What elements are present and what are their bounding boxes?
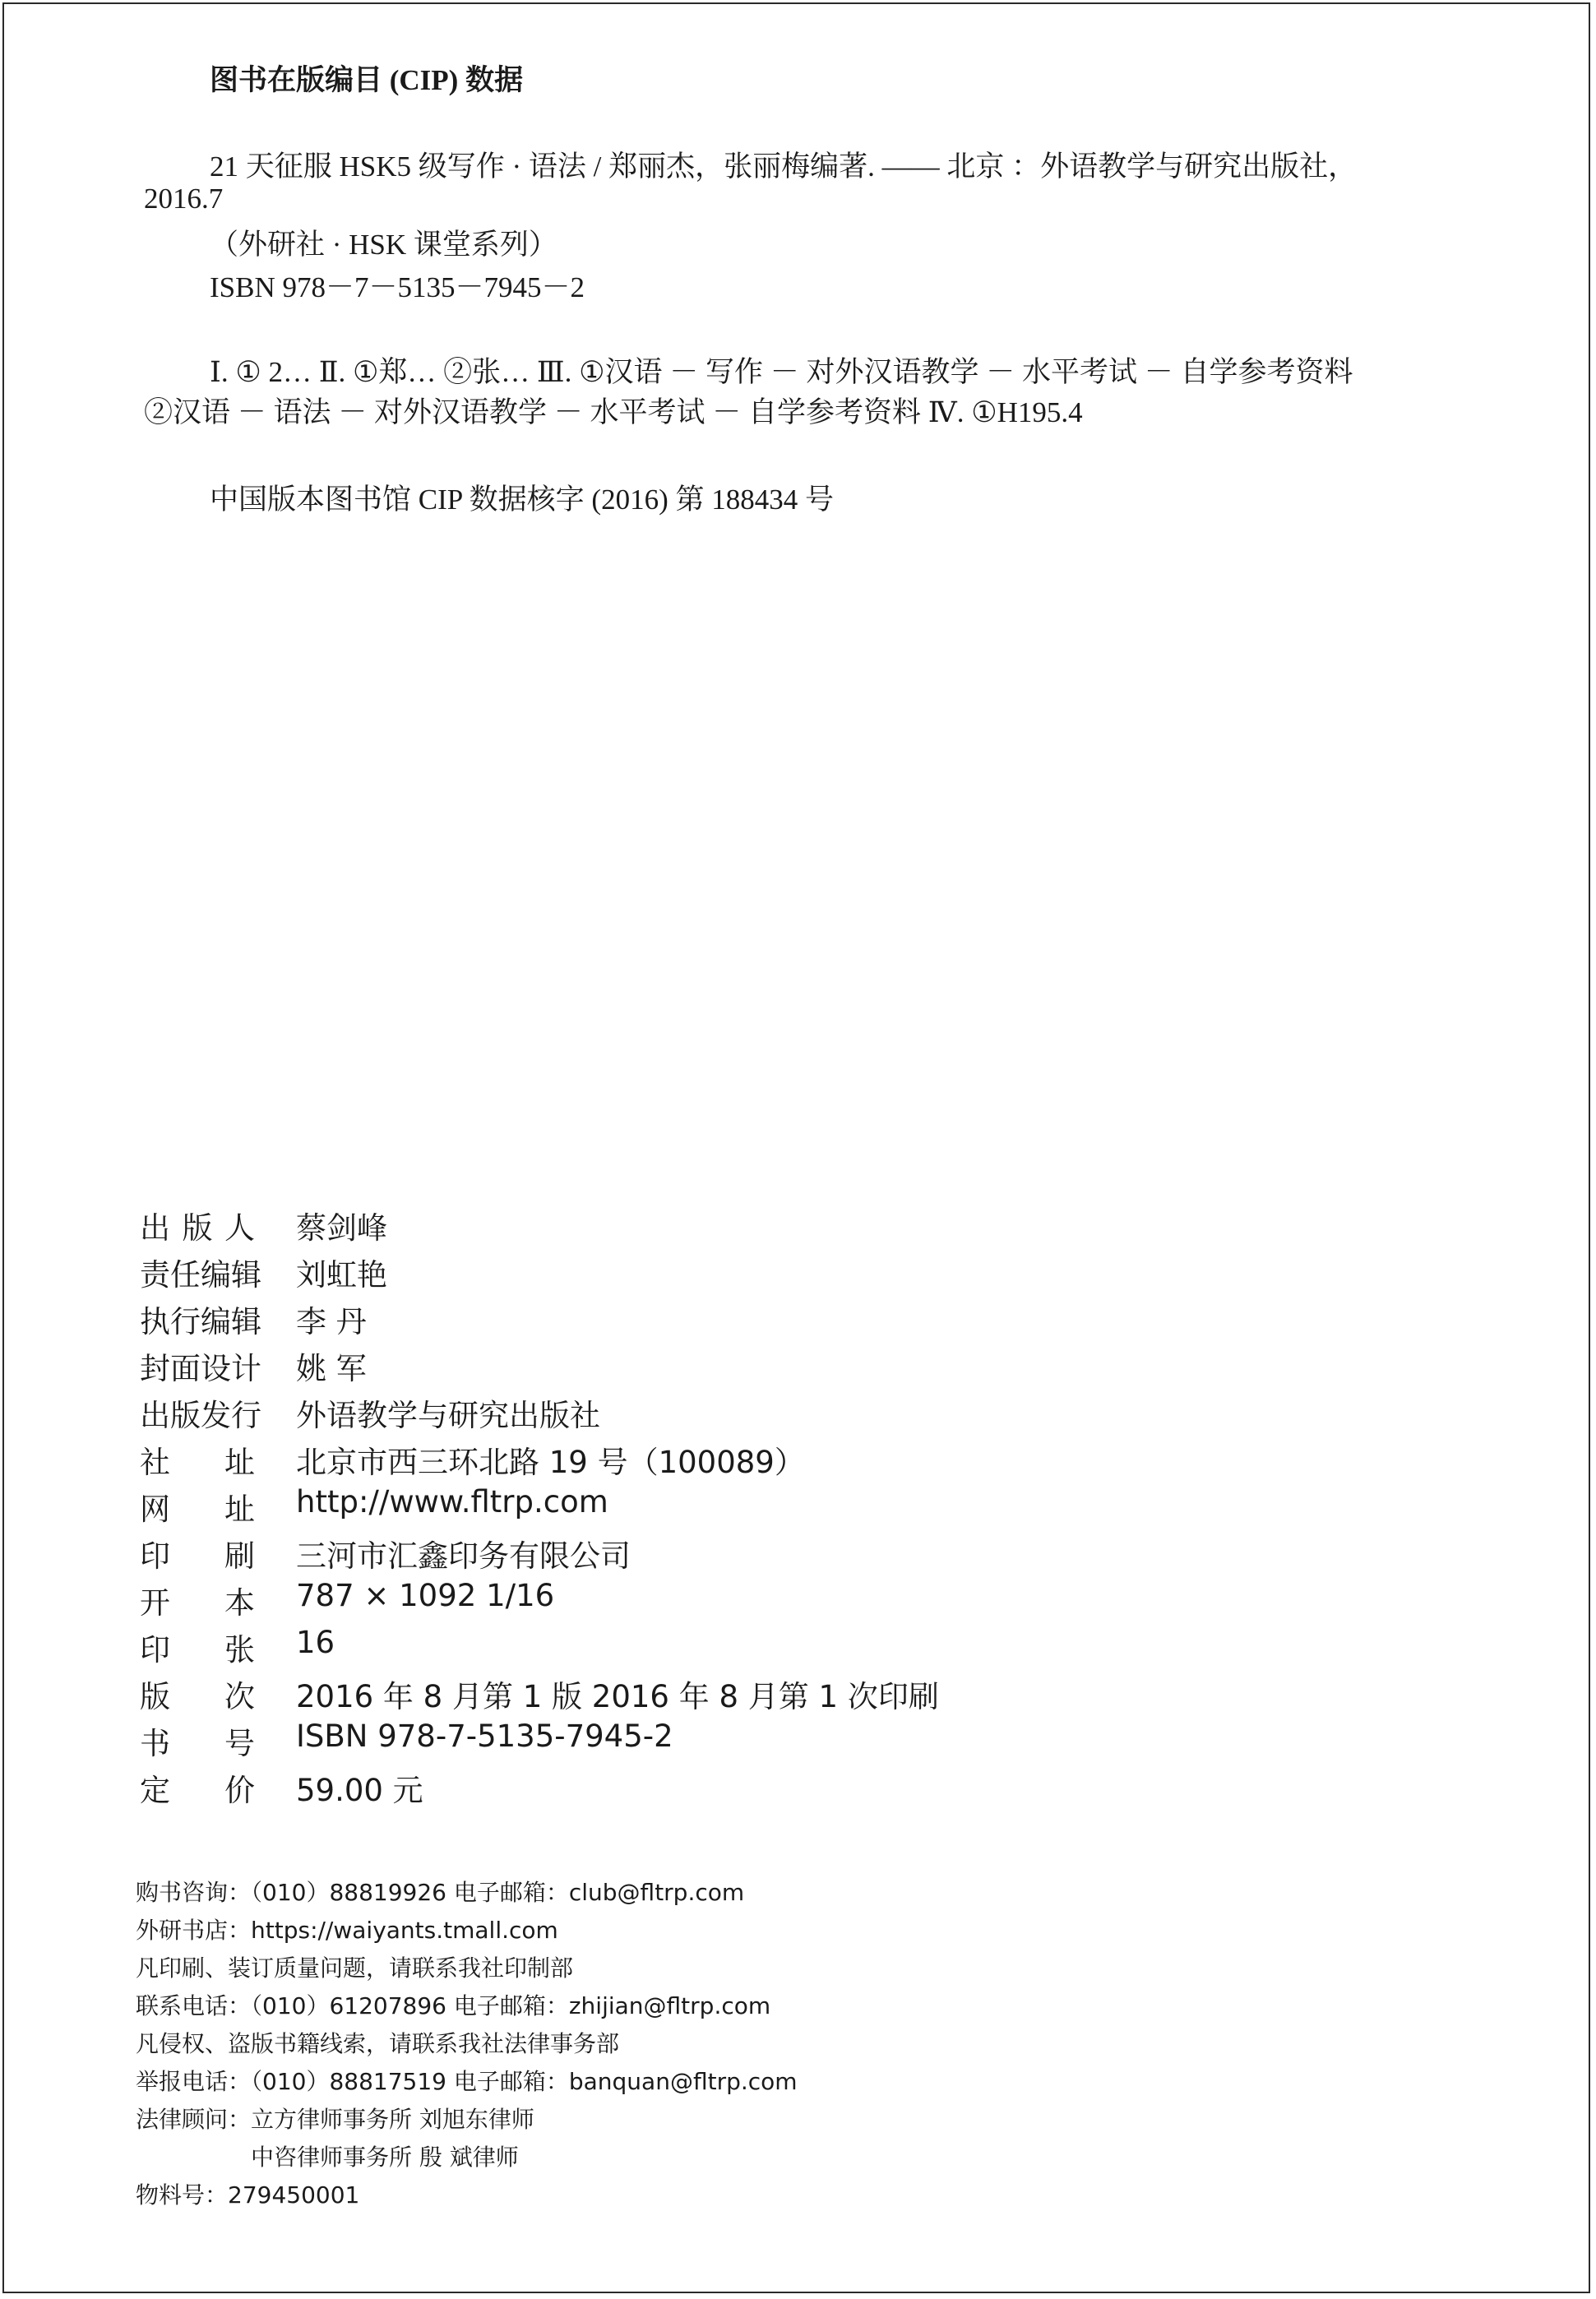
publishing-value: 三河市汇鑫印务有限公司 [296, 1538, 631, 1574]
contact-line-quality-phone: 联系电话：（010）61207896 电子邮箱：zhijian@fltrp.com [136, 1992, 771, 2019]
publishing-label: 社 址 [140, 1445, 255, 1480]
publishing-label: 责 任 编 辑 [140, 1257, 261, 1293]
contact-line-report-phone: 举报电话：（010）88817519 电子邮箱：banquan@fltrp.com [136, 2068, 798, 2095]
publishing-value: 16 [296, 1625, 335, 1660]
publishing-value: 姚 军 [296, 1351, 367, 1386]
publishing-label: 印 张 [140, 1632, 255, 1668]
publishing-value: 787 × 1092 1/16 [296, 1578, 555, 1613]
publishing-label: 执 行 编 辑 [140, 1304, 261, 1339]
cip-line-date: 2016.7 [144, 183, 224, 215]
contact-line-bookstore: 外研书店：https://waiyants.tmall.com [136, 1917, 558, 1944]
contact-line-legal-counsel-1: 法律顾问：立方律师事务所 刘旭东律师 [136, 2106, 534, 2133]
cip-line-classification-1: Ⅰ. ① 2… Ⅱ. ①郑… ②张… Ⅲ. ①汉语 － 写作 － 对外汉语教学 － 水平考试 － 自学参考资料 [210, 356, 1353, 388]
cip-line-series: （外研社 · HSK 课堂系列） [210, 229, 557, 261]
publishing-value: 2016 年 8 月第 1 版 2016 年 8 月第 1 次印刷 [296, 1679, 939, 1714]
contact-line-legal-counsel-2: 中咨律师事务所 殷 斌律师 [251, 2144, 519, 2171]
publishing-label: 印 刷 [140, 1538, 255, 1574]
website-link: http://www.fltrp.com [296, 1484, 608, 1520]
publishing-label: 书 号 [140, 1726, 255, 1761]
contact-line-material-number: 物料号：279450001 [136, 2181, 360, 2209]
cip-line-title-info: 21 天征服 HSK5 级写作 · 语法 / 郑丽杰，张丽梅编著. —— 北京 ：外语教学与研究出版社， [210, 150, 1358, 183]
publishing-label: 版 次 [140, 1679, 255, 1714]
contact-line-quality-notice: 凡印刷、装订质量问题，请联系我社印制部 [136, 1954, 574, 1982]
publishing-value: 59.00 元 [296, 1773, 423, 1808]
publishing-label: 出 版 发 行 [140, 1398, 261, 1433]
publishing-value: 李 丹 [296, 1304, 367, 1339]
publishing-value: 外语教学与研究出版社 [296, 1398, 600, 1433]
publishing-label: 封 面 设 计 [140, 1351, 261, 1386]
contact-line-purchase: 购书咨询：（010）88819926 电子邮箱：club@fltrp.com [136, 1879, 745, 1906]
cip-line-cip-number: 中国版本图书馆 CIP 数据核字 (2016) 第 188434 号 [210, 483, 834, 516]
cip-title: 图书在版编目 (CIP) 数据 [210, 64, 524, 96]
publishing-label: 定 价 [140, 1773, 255, 1808]
contact-line-piracy-notice: 凡侵权、盗版书籍线索，请联系我社法律事务部 [136, 2030, 620, 2057]
publishing-value: ISBN 978-7-5135-7945-2 [296, 1718, 673, 1754]
publishing-label: 网 址 [140, 1492, 255, 1527]
publishing-value: 刘虹艳 [296, 1257, 387, 1293]
publishing-label: 出 版 人 [140, 1210, 255, 1246]
publishing-value: 北京市西三环北路 19 号（100089） [296, 1445, 805, 1480]
publishing-value: 蔡剑峰 [296, 1210, 387, 1246]
cip-line-classification-2: ②汉语 － 语法 － 对外汉语教学 － 水平考试 － 自学参考资料 Ⅳ. ①H195.4 [144, 396, 1083, 428]
publishing-label: 开 本 [140, 1585, 255, 1621]
cip-line-isbn: ISBN 978－7－5135－7945－2 [210, 271, 585, 303]
